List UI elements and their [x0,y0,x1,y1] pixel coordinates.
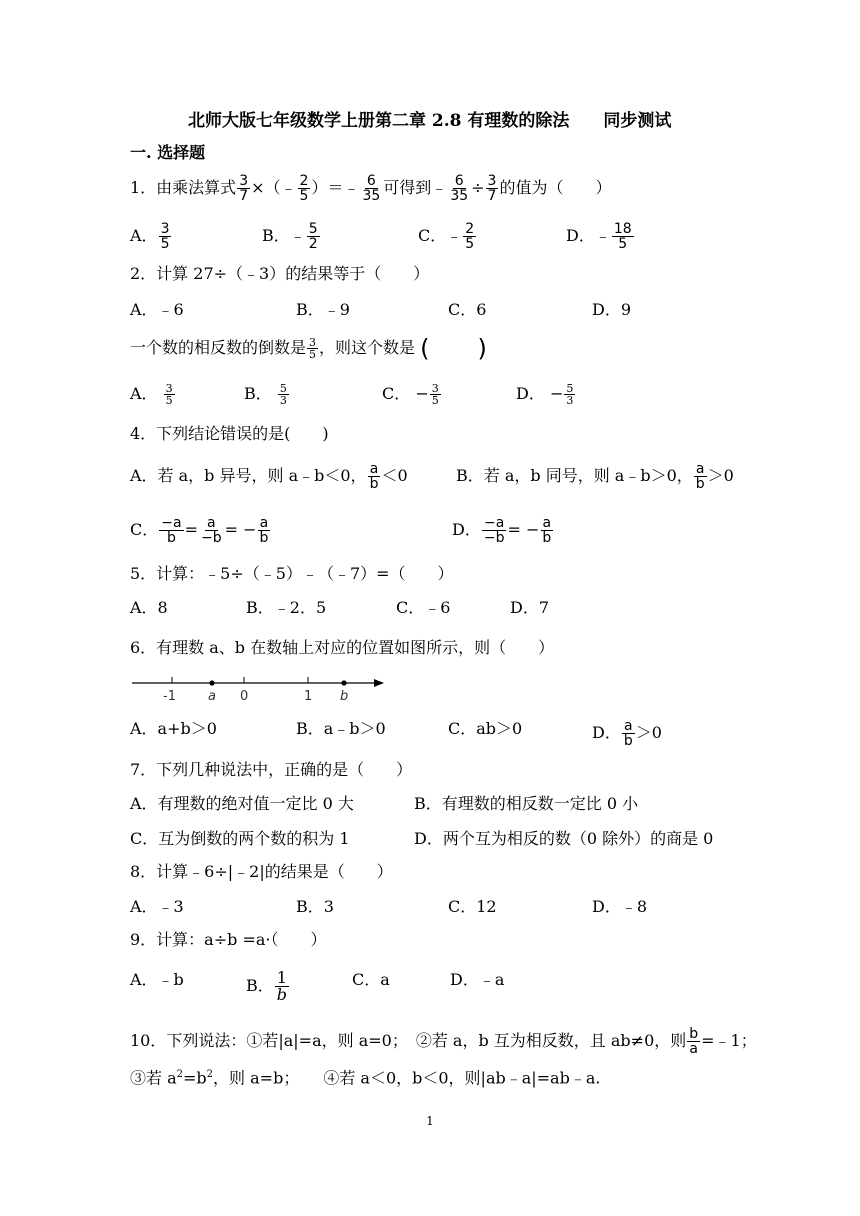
axis-label-neg1: -1 [163,689,176,704]
option-2b: B．﹣9 [296,300,350,319]
fraction: $\frac{3}{7}$ [487,173,497,204]
option-7b: B．有理数的相反数一定比 0 小 [414,794,639,813]
option-2a: A．﹣6 [130,300,184,319]
question-1: 1．由乘法算式 $\frac{3}{7}$ ×（﹣ $\frac{2}{5}$ ）＝﹣ $\frac{6}{35}$ 可得到﹣ $\frac{6}{35}$ ÷ $\frac{3}{7}$ 的值为（ ） [130,173,612,204]
number-line [128,668,388,708]
option-5a: A．8 [130,598,168,617]
question-2: 2．计算 27÷（﹣3）的结果等于（ ） [130,264,430,283]
option-5d: D．7 [510,598,550,617]
fraction: $\frac{3}{7}$ [239,173,249,204]
option-4d: D． $\frac{-a}{-b}$ = − $\frac{a}{b}$ [452,515,552,546]
question-5: 5．计算：﹣5÷（﹣5）﹣（﹣7）=（ ） [130,564,454,583]
question-7: 7．下列几种说法中，正确的是（ ） [130,760,413,779]
page-title: 北师大版七年级数学上册第二章 2.8 有理数的除法 同步测试 [188,111,672,131]
option-8a: A．﹣3 [130,897,184,916]
option-8c: C．12 [448,897,497,916]
axis-label-a: a [208,689,216,704]
option-9a: A．﹣b [130,970,184,989]
option-1c: C．﹣ $\frac{2}{5}$ [418,221,475,252]
option-5b: B．﹣2．5 [246,598,327,617]
question-6: 6．有理数 a、b 在数轴上对应的位置如图所示，则（ ） [130,638,555,657]
option-9c: C．a [352,970,390,989]
option-1b: B．﹣ $\frac{5}{2}$ [262,221,318,252]
section-heading: 一. 选择题 [130,143,206,162]
option-1d: D．﹣ $\frac{18}{5}$ [566,221,632,252]
question-10-line-1: 10．下列说法：①若|a|=a，则 a=0； ②若 a，b 互为相反数，且 ab≠0，则 $\frac{b}{a}$ =﹣1； [130,1026,757,1057]
option-6b: B．a﹣b＞0 [296,719,386,738]
option-2d: D．9 [592,300,632,319]
fraction: $\frac{6}{35}$ [450,173,469,204]
option-7c: C．互为倒数的两个数的积为 1 [130,829,350,848]
option-3b: B． $\frac{5}{3}$ [244,382,287,407]
option-6a: A．a+b＞0 [130,719,217,738]
option-8b: B．3 [296,897,334,916]
question-3: 一个数的相反数的倒数是 $\frac{3}{5}$ ，则这个数是 ( ) [130,334,487,363]
option-5c: C．﹣6 [396,598,451,617]
axis-label-1: 1 [304,689,313,704]
question-4: 4．下列结论错误的是( ) [130,424,329,443]
question-10-line-2: ③若 $a^2=b^2$，则 a=b； ④若 a＜0，b＜0，则|ab﹣a|=ab﹣a. [130,1068,601,1088]
option-4b: B．若 a，b 同号，则 a﹣b＞0， $\frac{a}{b}$ ＞0 [456,461,734,492]
option-6d: D． $\frac{a}{b}$ ＞0 [592,718,662,749]
axis-label-0: 0 [240,689,249,704]
question-9: 9．计算：a÷b =a·（ ） [130,930,327,949]
option-3d: D． − $\frac{5}{3}$ [516,382,574,407]
option-8d: D．﹣8 [592,897,648,916]
option-1a: A． $\frac{3}{5}$ [130,221,170,252]
option-9b: B． $\frac{1}{b}$ [246,968,288,1004]
option-2c: C．6 [448,300,487,319]
option-9d: D．﹣a [450,970,505,989]
option-4c: C． $\frac{-a}{b}$ = $\frac{a}{-b}$ = − $\frac{a}{b}$ [130,515,269,546]
axis-label-b: b [340,689,349,704]
option-3c: C． − $\frac{3}{5}$ [382,382,439,407]
page-number: 1 [426,1114,434,1128]
option-7a: A．有理数的绝对值一定比 0 大 [130,794,354,813]
question-8: 8．计算﹣6÷|﹣2|的结果是（ ） [130,862,393,881]
option-4a: A．若 a，b 异号，则 a﹣b＜0， $\frac{a}{b}$ ＜0 [130,461,408,492]
option-7d: D．两个互为相反的数（0 除外）的商是 0 [414,829,714,848]
fraction: $\frac{2}{5}$ [299,173,309,204]
option-3a: A． $\frac{3}{5}$ [130,382,173,407]
fraction: $\frac{6}{35}$ [362,173,381,204]
option-6c: C．ab＞0 [448,719,523,738]
